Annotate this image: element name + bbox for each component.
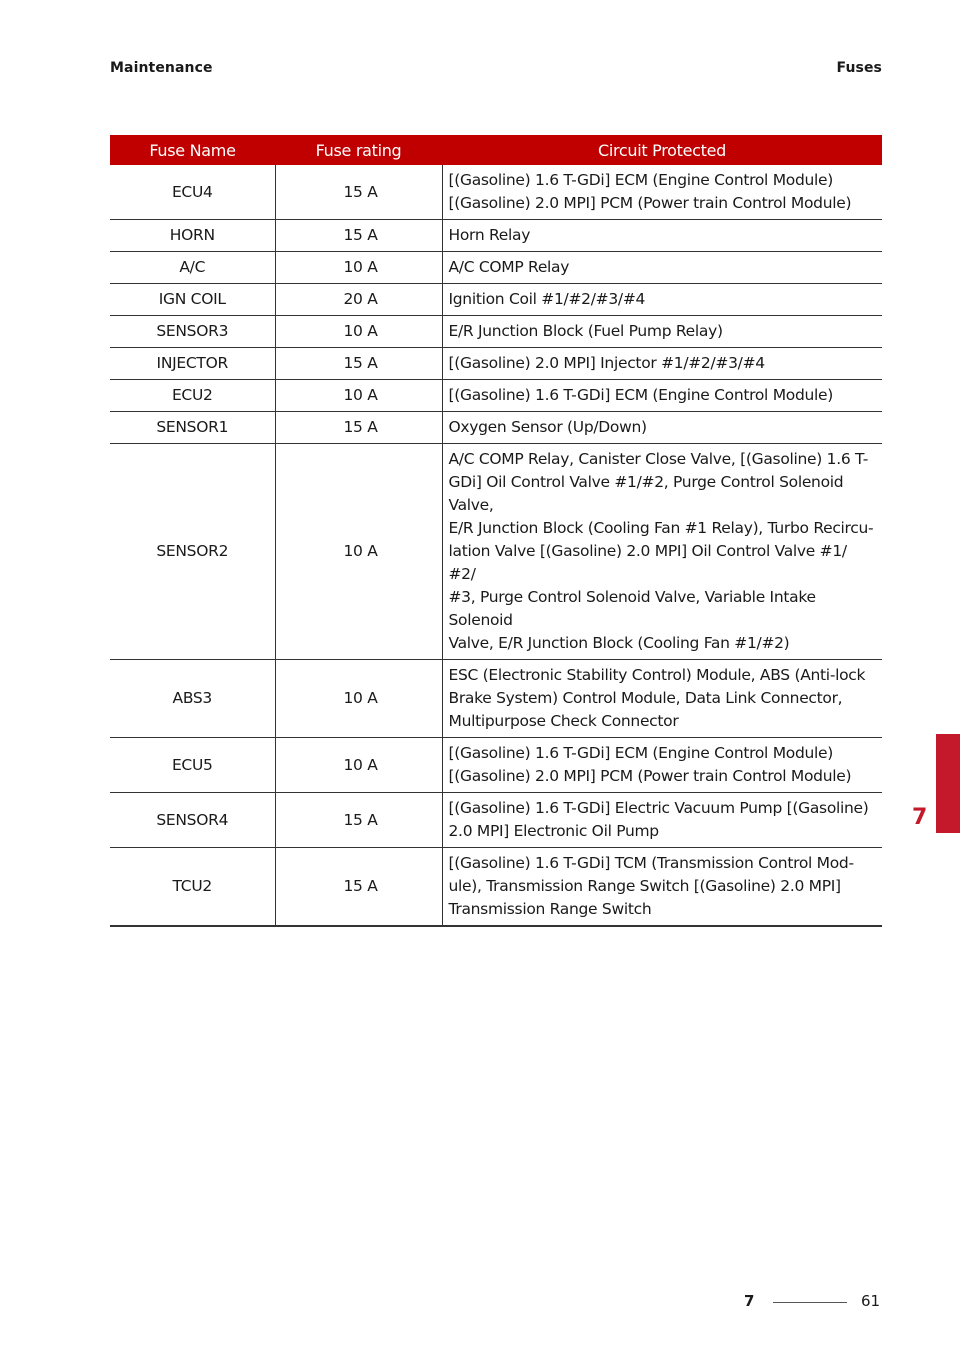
circuit-line: E/R Junction Block (Fuel Pump Relay): [448, 322, 723, 340]
fuse-name-cell: SENSOR3: [110, 316, 275, 348]
fuse-name-cell: A/C: [110, 252, 275, 284]
fuse-name-cell: ECU4: [110, 165, 275, 220]
circuit-protected-cell: [442, 165, 882, 220]
chapter-side-number: 7: [912, 805, 928, 830]
circuit-protected-cell: [442, 252, 882, 284]
fuse-name-cell: IGN COIL: [110, 284, 275, 316]
fuse-rating-cell: 15 A: [275, 848, 442, 927]
fuse-rating-cell: 15 A: [275, 165, 442, 220]
fuse-table-body: [110, 165, 882, 926]
table-row: [110, 165, 882, 220]
fuse-name-cell: TCU2: [110, 848, 275, 927]
circuit-line: Ignition Coil #1/#2/#3/#4: [448, 290, 646, 308]
fuse-rating-cell: 15 A: [275, 348, 442, 380]
table-row: [110, 316, 882, 348]
circuit-line: Transmission Range Switch: [448, 900, 652, 918]
fuse-rating-cell: 10 A: [275, 316, 442, 348]
circuit-line: [(Gasoline) 1.6 T-GDi] Electric Vacuum Pump [(Gasoline): [448, 799, 869, 817]
circuit-protected-cell: [442, 220, 882, 252]
table-row: [110, 220, 882, 252]
table-row: [110, 412, 882, 444]
circuit-protected-cell: [442, 412, 882, 444]
table-header-row: [110, 135, 882, 165]
circuit-line: lation Valve [(Gasoline) 2.0 MPI] Oil Control Valve #1/ #2/: [448, 542, 847, 583]
table-row: [110, 284, 882, 316]
circuit-line: Multipurpose Check Connector: [448, 712, 679, 730]
fuse-rating-cell: 20 A: [275, 284, 442, 316]
circuit-line: E/R Junction Block (Cooling Fan #1 Relay), Turbo Recircu-: [448, 519, 874, 537]
circuit-line: [(Gasoline) 1.6 T-GDi] ECM (Engine Control Module): [448, 744, 833, 762]
table-row: [110, 848, 882, 927]
footer-page-number: 61: [861, 1292, 881, 1310]
circuit-line: Brake System) Control Module, Data Link Connector,: [448, 689, 843, 707]
column-header-fuse-rating: Fuse rating: [275, 135, 442, 165]
table-row: [110, 380, 882, 412]
circuit-line: #3, Purge Control Solenoid Valve, Variable Intake Solenoid: [448, 588, 816, 629]
table-row: [110, 660, 882, 738]
fuse-name-cell: ABS3: [110, 660, 275, 738]
table-row: [110, 444, 882, 660]
footer-divider: [773, 1302, 847, 1303]
table-row: [110, 252, 882, 284]
circuit-line: [(Gasoline) 1.6 T-GDi] ECM (Engine Control Module): [448, 171, 833, 189]
circuit-line: ule), Transmission Range Switch [(Gasoline) 2.0 MPI]: [448, 877, 841, 895]
chapter-side-tab: [936, 734, 960, 833]
fuse-table: [110, 135, 882, 927]
circuit-line: [(Gasoline) 2.0 MPI] Injector #1/#2/#3/#4: [448, 354, 765, 372]
circuit-protected-cell: [442, 380, 882, 412]
fuse-name-cell: INJECTOR: [110, 348, 275, 380]
fuse-rating-cell: 10 A: [275, 660, 442, 738]
circuit-line: A/C COMP Relay, Canister Close Valve, [(Gasoline) 1.6 T-: [448, 450, 869, 468]
fuse-rating-cell: 15 A: [275, 793, 442, 848]
circuit-line: [(Gasoline) 1.6 T-GDi] ECM (Engine Control Module): [448, 386, 833, 404]
running-header-topic: Fuses: [836, 60, 882, 76]
column-header-fuse-name: Fuse Name: [110, 135, 275, 165]
circuit-line: 2.0 MPI] Electronic Oil Pump: [448, 822, 659, 840]
circuit-protected-cell: [442, 660, 882, 738]
circuit-protected-cell: [442, 284, 882, 316]
circuit-line: [(Gasoline) 2.0 MPI] PCM (Power train Control Module): [448, 194, 852, 212]
circuit-line: Oxygen Sensor (Up/Down): [448, 418, 647, 436]
circuit-protected-cell: [442, 848, 882, 927]
circuit-protected-cell: [442, 316, 882, 348]
running-header-section: Maintenance: [110, 60, 213, 76]
footer-chapter-number: 7: [744, 1292, 755, 1310]
fuse-rating-cell: 10 A: [275, 252, 442, 284]
circuit-protected-cell: [442, 348, 882, 380]
fuse-name-cell: SENSOR1: [110, 412, 275, 444]
circuit-line: Horn Relay: [448, 226, 531, 244]
fuse-name-cell: SENSOR4: [110, 793, 275, 848]
fuse-rating-cell: 15 A: [275, 220, 442, 252]
circuit-line: ESC (Electronic Stability Control) Module, ABS (Anti-lock: [448, 666, 866, 684]
circuit-line: GDi] Oil Control Valve #1/#2, Purge Control Solenoid Valve,: [448, 473, 844, 514]
fuse-name-cell: HORN: [110, 220, 275, 252]
column-header-circuit-protected: Circuit Protected: [442, 135, 882, 165]
circuit-protected-cell: [442, 793, 882, 848]
table-row: [110, 348, 882, 380]
circuit-line: [(Gasoline) 2.0 MPI] PCM (Power train Control Module): [448, 767, 852, 785]
fuse-rating-cell: 10 A: [275, 444, 442, 660]
table-row: [110, 793, 882, 848]
table-row: [110, 738, 882, 793]
fuse-rating-cell: 10 A: [275, 738, 442, 793]
circuit-protected-cell: [442, 444, 882, 660]
fuse-name-cell: ECU5: [110, 738, 275, 793]
fuse-rating-cell: 10 A: [275, 380, 442, 412]
fuse-name-cell: SENSOR2: [110, 444, 275, 660]
fuse-rating-cell: 15 A: [275, 412, 442, 444]
circuit-line: Valve, E/R Junction Block (Cooling Fan #1/#2): [448, 634, 790, 652]
fuse-name-cell: ECU2: [110, 380, 275, 412]
circuit-protected-cell: [442, 738, 882, 793]
circuit-line: [(Gasoline) 1.6 T-GDi] TCM (Transmission Control Mod-: [448, 854, 854, 872]
circuit-line: A/C COMP Relay: [448, 258, 570, 276]
